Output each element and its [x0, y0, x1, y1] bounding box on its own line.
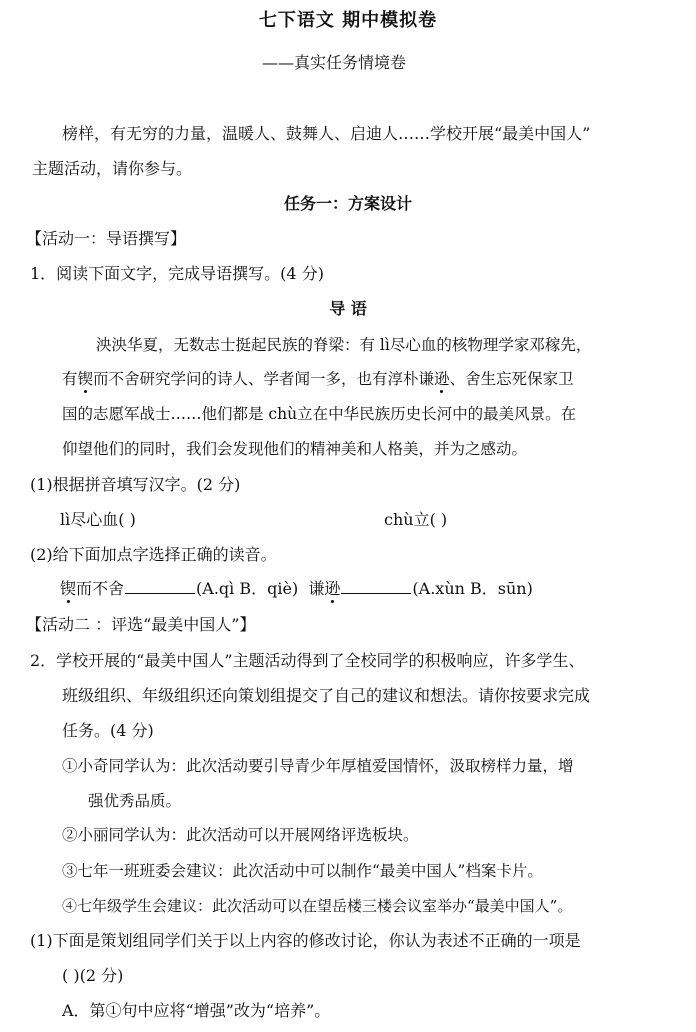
page-title: 七下语文 期中模拟卷: [258, 10, 438, 31]
options-text: (A.qì B．qiè): [196, 579, 299, 598]
pinyin-item-1[interactable]: lì尽心血( ): [60, 510, 136, 529]
passage-text: 、舍生忘死保家卫: [449, 370, 574, 388]
answer-blank-1[interactable]: [125, 579, 195, 594]
page-subtitle: ——真实任务情境卷: [262, 53, 407, 72]
intro-line-2: 主题活动，请你参与。: [32, 159, 193, 178]
item-1-line-2: 强优秀品质。: [88, 792, 182, 810]
sub-question-2-1-line-2[interactable]: ( )(2 分): [62, 966, 124, 985]
passage-title: 导 语: [329, 299, 367, 318]
sub-question-2: (2)给下面加点字选择正确的读音。: [30, 545, 277, 564]
question-2-line-3: 任务。(4 分): [62, 721, 154, 740]
item-2: ②小丽同学认为：此次活动可以开展网络评选板块。: [62, 826, 419, 844]
dotted-char: 锲: [77, 370, 94, 388]
item-1-line-1: ①小奇同学认为：此次活动要引导青少年厚植爱国情怀，汲取榜样力量，增: [62, 757, 574, 775]
passage-line-1: 泱泱华夏，无数志士挺起民族的脊梁：有 lì尽心血的核物理学家邓稼先，: [96, 336, 592, 354]
item-3: ③七年一班班委会建议：此次活动中可以制作“最美中国人”档案卡片。: [62, 862, 543, 880]
passage-text: 而不舍研究学问的诗人、学者闻一多，也有淳朴谦: [93, 370, 435, 388]
answer-blank-2[interactable]: [341, 579, 411, 594]
question-2-line-2: 班级组织、年级组织还向策划组提交了自己的建议和想法。请你按要求完成: [62, 686, 591, 705]
word-text: 而不舍: [76, 579, 125, 598]
dotted-char: 逊: [324, 579, 341, 598]
sub-question-2-1-line-1: (1)下面是策划组同学们关于以上内容的修改讨论，你认为表述不正确的一项是: [30, 931, 581, 950]
passage-line-3: 国的志愿军战士……他们都是 chù立在中华民族历史长河中的最美风景。在: [62, 405, 577, 423]
dotted-char: 逊: [434, 370, 450, 388]
word-text: 谦: [308, 579, 325, 598]
option-a: A．第①句中应将“增强”改为“培养”。: [62, 1001, 331, 1020]
options-text: (A.xùn B．sūn): [412, 579, 533, 598]
activity1-label: 【活动一：导语撰写】: [26, 229, 187, 248]
intro-line-1: 榜样，有无穷的力量，温暖人、鼓舞人、启迪人……学校开展“最美中国人”: [62, 124, 591, 143]
dotted-char: 锲: [60, 579, 77, 598]
passage-text: 有: [62, 370, 78, 388]
activity2-label: 【活动二 ：评选“最美中国人”】: [26, 615, 256, 634]
passage-line-4: 仰望他们的同时，我们会发现他们的精神美和人格美，并为之感动。: [62, 440, 528, 458]
task1-heading: 任务一：方案设计: [283, 194, 412, 213]
pinyin-item-2[interactable]: chù立( ): [384, 510, 448, 529]
sub-question-1: (1)根据拼音填写汉字。(2 分): [30, 475, 241, 494]
item-4: ④七年级学生会建议：此次活动可以在望岳楼三楼会议室举办“最美中国人”。: [62, 897, 573, 915]
question-2-line-1: 2．学校开展的“最美中国人”主题活动得到了全校同学的积极响应，许多学生、: [30, 651, 585, 670]
reading-choice-row: [60, 578, 533, 600]
passage-line-2: [62, 368, 574, 390]
question-1: 1．阅读下面文字，完成导语撰写。(4 分): [30, 264, 324, 283]
